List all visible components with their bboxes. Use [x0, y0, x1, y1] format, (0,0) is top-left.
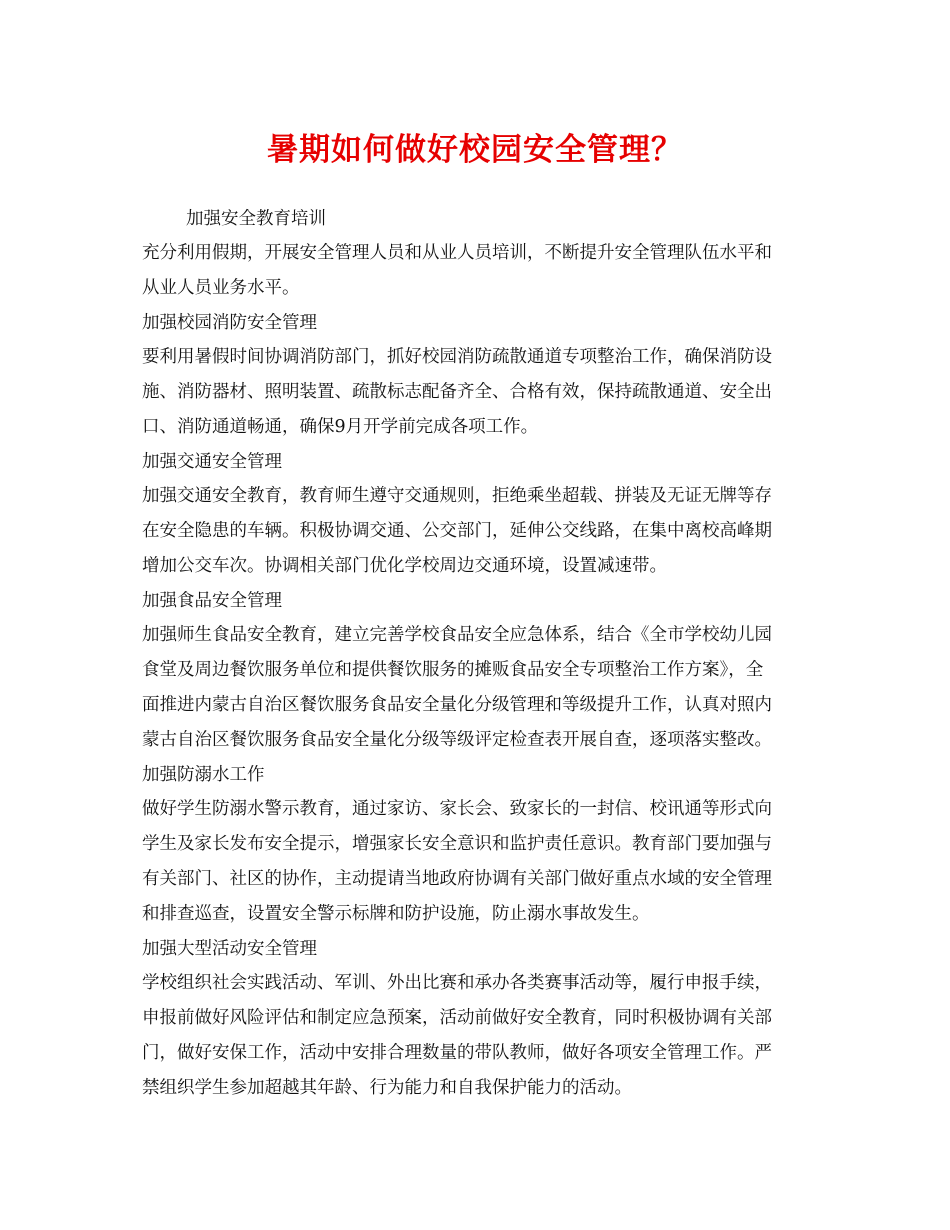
section	[142, 445, 814, 584]
paragraph-line: 申报前做好风险评估和制定应急预案，活动前做好安全教育，同时积极协调有关部	[142, 1008, 772, 1028]
paragraph-line: 食堂及周边餐饮服务单位和提供餐饮服务的摊贩食品安全专项整治工作方案》，全	[142, 660, 764, 680]
section	[142, 306, 814, 445]
section-heading: 加强校园消防安全管理	[142, 313, 317, 333]
paragraph-line: 面推进内蒙古自治区餐饮服务食品安全量化分级管理和等级提升工作，认真对照内	[142, 695, 772, 715]
section-paragraph	[142, 966, 814, 1106]
paragraph-line: 口、消防通道畅通，确保9月开学前完成各项工作。	[142, 417, 539, 437]
section-paragraph	[142, 479, 814, 584]
section-heading: 加强食品安全管理	[142, 591, 282, 611]
paragraph-line: 充分利用假期，开展安全管理人员和从业人员培训，不断提升安全管理队伍水平和	[142, 243, 772, 263]
paragraph-line: 做好学生防溺水警示教育，通过家访、家长会、致家长的一封信、校讯通等形式向	[142, 799, 772, 819]
section	[142, 584, 814, 758]
paragraph-line: 加强师生食品安全教育，建立完善学校食品安全应急体系，结合《全市学校幼儿园	[142, 625, 772, 645]
document-title: 暑期如何做好校园安全管理？	[267, 132, 683, 168]
section-heading: 加强交通安全管理	[142, 452, 282, 472]
paragraph-line: 从业人员业务水平。	[142, 278, 300, 298]
section-heading: 加强防溺水工作	[142, 765, 265, 785]
section-heading: 加强大型活动安全管理	[142, 939, 317, 959]
paragraph-line: 学校组织社会实践活动、军训、外出比赛和承办各类赛事活动等，履行申报手续，	[142, 973, 772, 993]
section-paragraph	[142, 618, 814, 758]
paragraph-line: 增加公交车次。协调相关部门优化学校周边交通环境，设置减速带。	[142, 556, 667, 576]
paragraph-line: 施、消防器材、照明装置、疏散标志配备齐全、合格有效，保持疏散通道、安全出	[142, 382, 772, 402]
section-heading: 加强安全教育培训	[186, 209, 326, 229]
section-paragraph	[142, 236, 814, 306]
paragraph-line: 要利用暑假时间协调消防部门，抓好校园消防疏散通道专项整治工作，确保消防设	[142, 347, 772, 367]
paragraph-line: 禁组织学生参加超越其年龄、行为能力和自我保护能力的活动。	[142, 1078, 632, 1098]
paragraph-line: 学生及家长发布安全提示，增强家长安全意识和监护责任意识。教育部门要加强与	[142, 834, 772, 854]
paragraph-line: 有关部门、社区的协作，主动提请当地政府协调有关部门做好重点水域的安全管理	[142, 869, 772, 889]
paragraph-line: 在安全隐患的车辆。积极协调交通、公交部门，延伸公交线路，在集中离校高峰期	[142, 521, 772, 541]
section	[142, 932, 814, 1106]
paragraph-line: 和排查巡查，设置安全警示标牌和防护设施，防止溺水事故发生。	[142, 904, 650, 924]
paragraph-line: 蒙古自治区餐饮服务食品安全量化分级等级评定检查表开展自查，逐项落实整改。	[142, 730, 772, 750]
section-paragraph	[142, 340, 814, 445]
paragraph-line: 门，做好安保工作，活动中安排合理数量的带队教师，做好各项安全管理工作。严	[142, 1043, 772, 1063]
section	[142, 202, 814, 306]
section-paragraph	[142, 792, 814, 932]
document-body	[142, 202, 814, 1106]
paragraph-line: 加强交通安全教育，教育师生遵守交通规则，拒绝乘坐超载、拼装及无证无牌等存	[142, 486, 772, 506]
section	[142, 758, 814, 932]
